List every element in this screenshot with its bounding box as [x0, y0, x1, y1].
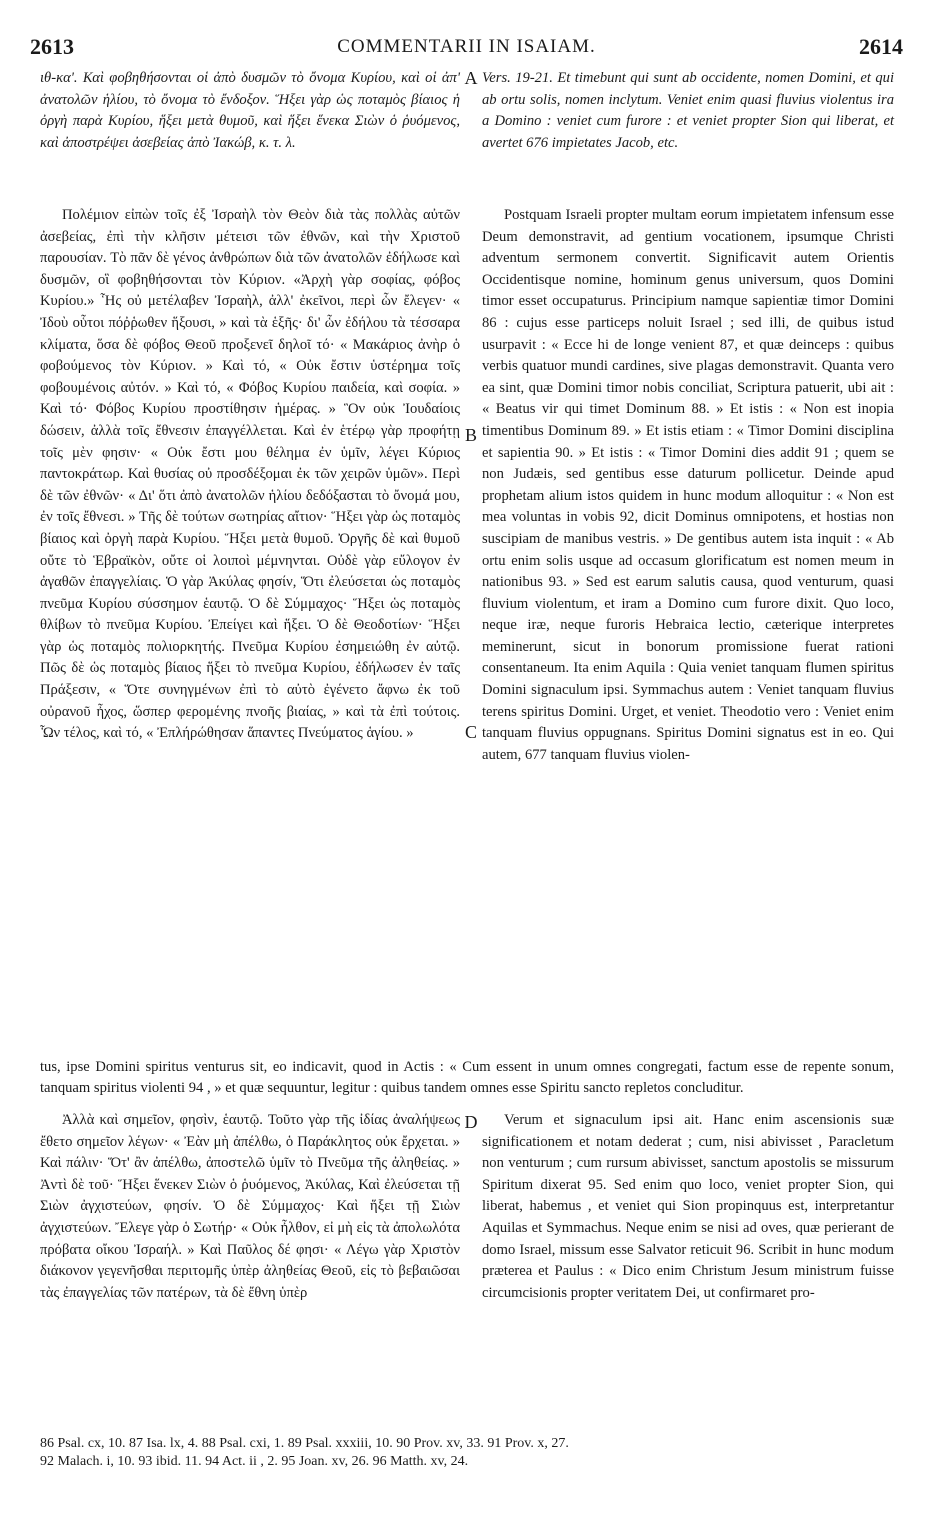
greek-second-text: Ἀλλὰ καὶ σημεῖον, φησὶν, ἑαυτῷ. Τοῦτο γὰρ τῆς ἰδίας ἀναλήψεως ἔθετο σημεῖον λέγων· « Ἐὰν μὴ ἀπέλθω, ὁ Παράκλητος οὐκ ἔρχεται. » Καὶ πάλιν· Ὅτ' ἂν ἀπέλθω, ἀποστελῶ ὑμῖν τὸ Πνεῦμα τῆς ἀληθείας. » Ἀντὶ δὲ τοῦ· Ἥξει ἕνεκεν Σιὼν ὁ ῥυόμενος, Ἀκύλας, Καὶ ἐλεύσεται τῇ Σιὼν ἀγχιστεύων, φησίν. Ὁ δὲ Σύμμαχος· Καὶ ἥξει τῇ Σιὼν ἀγχιστεύων. Ἔλεγε γὰρ ὁ Σωτήρ· « Οὐκ ἦλθον, εἰ μὴ εἰς τὰ ἀπολωλότα πρόβατα οἴκου Ἰσραήλ. » Καὶ Παῦλος δέ φησι· « Λέγω γὰρ Χριστὸν διάκονον γεγενῆσθαι περιτομῆς ὑπὲρ ἀληθείας Θεοῦ, εἰς τὸ βεβαιῶσαι τὰς ἐπαγγελίας τῶν πατέρων, τὰ δὲ ἔθνη ὑπὲρ [40, 1112, 460, 1301]
greek-commentary-text: Πολέμιον εἰπὼν τοῖς ἐξ Ἰσραὴλ τὸν Θεὸν διὰ τὰς πολλὰς αὐτῶν ἀσεβείας, ἐπὶ τὴν κλῆσιν μέτεισι τῶν ἐθνῶν, καὶ τὴν Χριστοῦ παρουσίαν. Τὸ πᾶν δὲ γένος ἀνθρώπων διὰ τῶν ἀνατολῶν ἐδήλωσε καὶ δυσμῶν, οἳ φοβηθήσονται τὸν Κύριον. «Ἀρχὴ γὰρ σοφίας, φόβος Κυρίου.» Ἧς οὐ μετέλαβεν Ἰσραὴλ, ἀλλ' ἐκεῖνοι, περὶ ὧν ἔλεγεν· « Ἰδοὺ οὗτοι πόῤῥωθεν ἥξουσι, » καὶ τὰ ἑξῆς· δι' ὧν ἐδήλου τὰ τέσσαρα κλίματα, ὅσα δὲ φόβος Θεοῦ προξενεῖ δηλοῖ τό· « Μακάριος ἀνὴρ ὁ φοβούμενος τὸν Κύριον. » Καὶ τό, « Οὐκ ἔστιν ὑστέρημα τοῖς φοβουμένοις αὐτόν. » Καὶ τό, « Φόβος Κυρίου παιδεία, καὶ σοφία. » Καὶ τό· Φόβος Κυρίου προστίθησιν ἡμέρας. » Ὃν οὐκ Ἰουδαίοις δώσειν, ἀλλὰ τοῖς ἔθνεσιν ἐπαγγέλλεται. Καὶ ἐν ἑτέρῳ γὰρ προφήτῃ τοῖς μὲν φησιν· « Οὐκ ἔστι μου θέλημα ἐν ὑμῖν, λέγει Κύριος παντοκράτωρ. Καὶ θυσίας οὐ προσδέξομαι ἐκ τῶν χειρῶν ὑμῶν». Περὶ δὲ τῶν ἐθνῶν· « Δι' ὅτι ἀπὸ ἀνατολῶν ἡλίου δεδόξασται τὸ ὄνομά μου, ἐν τοῖς ἔθνεσι. » Τῆς δὲ τούτων σωτηρίας αἴτιον· Ἥξει γὰρ ὡς ποταμὸς βίαιος καὶ ὀργὴ παρὰ Κυρίου. Ἥξει μετὰ θυμοῦ. Ὀργῆς δὲ καὶ θυμοῦ οὔτε τὸ Ἑβραϊκὸν, οὔτε οἱ λοιποὶ μέμνηνται. Οὐδὲ γὰρ εὔλογον ἐν ἀγαθῶν ἐπαγγελίαις. Ὁ γὰρ Ἀκύλας φησίν, Ὅτι ἐλεύσεται ὡς ποταμὸς πνεῦμα Κυρίου σύσσημον ἑαυτῷ. Ὁ δὲ Σύμμαχος· Ἥξει ὡς ποταμὸς θλίβων τὸ πνεῦμα Κυρίου. Ἐπείγει καὶ ἥξει. Ὁ δὲ Θεοδοτίων· Ἥξει γὰρ ὡς ποταμὸς πολιορκητής. Πνεῦμα Κυρίου ἐσημειώθη ἐν αὐτῷ. Πῶς δὲ ὡς ποταμὸς βίαιος ἥξει τὸ πνεῦμα Κυρίου, ἐδήλωσεν ἐν ταῖς Πράξεσιν, « Ὅτε συνηγμένων ἐπὶ τὸ αὐτὸ ἐγένετο ἄφνω ἐκ τοῦ οὐρανοῦ ἦχος, ὥσπερ φερομένης πνοῆς βιαίας, » καὶ τὰ ἐπὶ τούτοις. Ὧν τέλος, καὶ τό, « Ἐπλήρώθησαν ἅπαντες Πνεύματος ἁγίου. » [40, 207, 460, 742]
greek-lemma-text: ιθ-κα'. Καὶ φοβηθήσονται οἱ ἀπὸ δυσμῶν τὸ ὄνομα Κυρίου, καὶ οἱ ἀπ' ἀνατολῶν ἡλίου, τὸ ὄνομα τὸ ἔνδοξον. Ἥξει γὰρ ὡς ποταμὸς βίαιος ἡ ὀργὴ παρὰ Κυρίου, ἥξει μετὰ θυμοῦ, καὶ ἥξει ἕνεκα Σιὼν ὁ ῥυόμενος, καὶ ἀποστρέψει ἀσεβείας ἀπὸ Ἰακώβ, κ. τ. λ. [40, 70, 460, 151]
latin-lemma [482, 68, 894, 154]
margin-marker-d: D [464, 1112, 478, 1132]
margin-marker-b: B [464, 425, 477, 445]
latin-commentary-text: Postquam Israeli propter multam eorum impietatem infensum esse Deum demonstravit, ad gentium vocationem, ipsumque Christi adventum sermonem convertit. Significavit autem Orientis Occidentisque nomine, hominum genus universum, quos Domini timor esset occupaturus. Principium namque sapientiæ timor Domini 86 : cujus esse particeps noluit Israel ; sed illi, de quibus istud usurpavit : « Ecce hi de longe venient 87, et quæ deinceps : quibus verbis quatuor mundi cardines, sive plagas demonstravit. Quanta vero ea sint, quæ Domini timor nobis conciliat, Scriptura patuerit, ubi ait : « Beatus vir qui timet Dominum 88. » Et istis : « Non est inopia timentibus Dominum 89. » Et istis etiam : « Timor Domini disciplina et sapientia 90. » Et istis : « Timor Domini dies addit 91 ; quem se non Judæis, sed gentibus esse daturum pollicetur. Deinde apud prophetam alium istos quidem in hunc modum alloquitur : « Non est mea voluntas in vobis 92, dicit Dominus omnipotens, et hostias non suscipiam de manibus vestris. » De gentibus autem ista inquit : « Ab ortu enim solis usque ad occasum glorificatum est nomen meum in nationibus 93. » Sed est earum salutis causa, quod venturum, quasi fluvium violentum, et iram a Domino cum furore dixit. Quo loco, neque iræ, neque furoris Hebraica lectio, cæterique interpretes meminerunt, sicut in bonorum promissione fuerat rationi consentaneum. Ita enim Aquila : Quia veniet tanquam flumen spiritus Domini signaculum ipsi. Symmachus autem : Veniet tanquam fluvius terens spiritus Domini. Urget, et veniet. Theodotio vero : Veniet enim tanquam fluvius oppugnans. Spiritus Domini signatus est in eo. Qui autem, 677 tanquam fluvius violen- [482, 207, 894, 763]
margin-marker-a: A [464, 68, 478, 88]
running-title: COMMENTARII IN ISAIAM. [337, 36, 596, 57]
right-page-number: 2614 [859, 34, 903, 59]
full-width-latin [40, 1042, 894, 1114]
latin-commentary [482, 205, 894, 766]
left-page-number: 2613 [30, 34, 74, 59]
greek-lemma [40, 68, 460, 154]
full-width-latin-text: tus, ipse Domini spiritus venturus sit, eo indicavit, quod in Actis : « Cum essent in unum omnes congregati, factum esse de repente sonum, tanquam spiritus violenti 94 , » et quæ sequuntur, legitur : quibus tandem omnes esse Spiritu sancto repletos concluditur. [40, 1058, 894, 1097]
footnote-line-1: 86 Psal. cx, 10. 87 Isa. lx, 4. 88 Psal. cxi, 1. 89 Psal. xxxiii, 10. 90 Prov. xv, 33. 91 Prov. x, 27. [40, 1436, 569, 1451]
latin-lemma-text: Vers. 19-21. Et timebunt qui sunt ab occidente, nomen Domini, et qui ab ortu solis, nomen inclytum. Veniet enim quasi fluvius violentus ira a Domino : veniet cum furore : et veniet propter Sion qui liberat, et avertet 676 impietates Jacob, etc. [482, 70, 894, 151]
latin-second-paragraph [482, 1110, 894, 1304]
greek-commentary [40, 205, 460, 745]
footnotes [40, 1435, 900, 1471]
greek-second-paragraph [40, 1110, 460, 1304]
latin-second-text: Verum et signaculum ipsi ait. Hanc enim ascensionis suæ significationem et notam dederat ; cum, nisi abivisset , Paracletum non venturum ; cum rursum abivisset, sanctum apostolis se missurum Spiritum dixerat 95. Sed enim quo loco, veniet propter Sion, qui liberat, habemus , et veniet qui Sion propinquus est, interpretantur Aquilas et Symmachus. Neque enim se nisi ad oves, quæ perierant de domo Israel, missum esse Salvator reticuit 96. Scribit in hunc modum præterea et Paulus : « Dico enim Christum Jesum ministrum fuisse circumcisionis propter veritatem Dei, ut confirmaret pro- [482, 1112, 894, 1301]
footnote-line-2: 92 Malach. i, 10. 93 ibid. 11. 94 Act. ii , 2. 95 Joan. xv, 26. 96 Matth. xv, 24. [40, 1454, 469, 1469]
margin-marker-c: C [464, 722, 477, 742]
page-header [30, 34, 903, 62]
